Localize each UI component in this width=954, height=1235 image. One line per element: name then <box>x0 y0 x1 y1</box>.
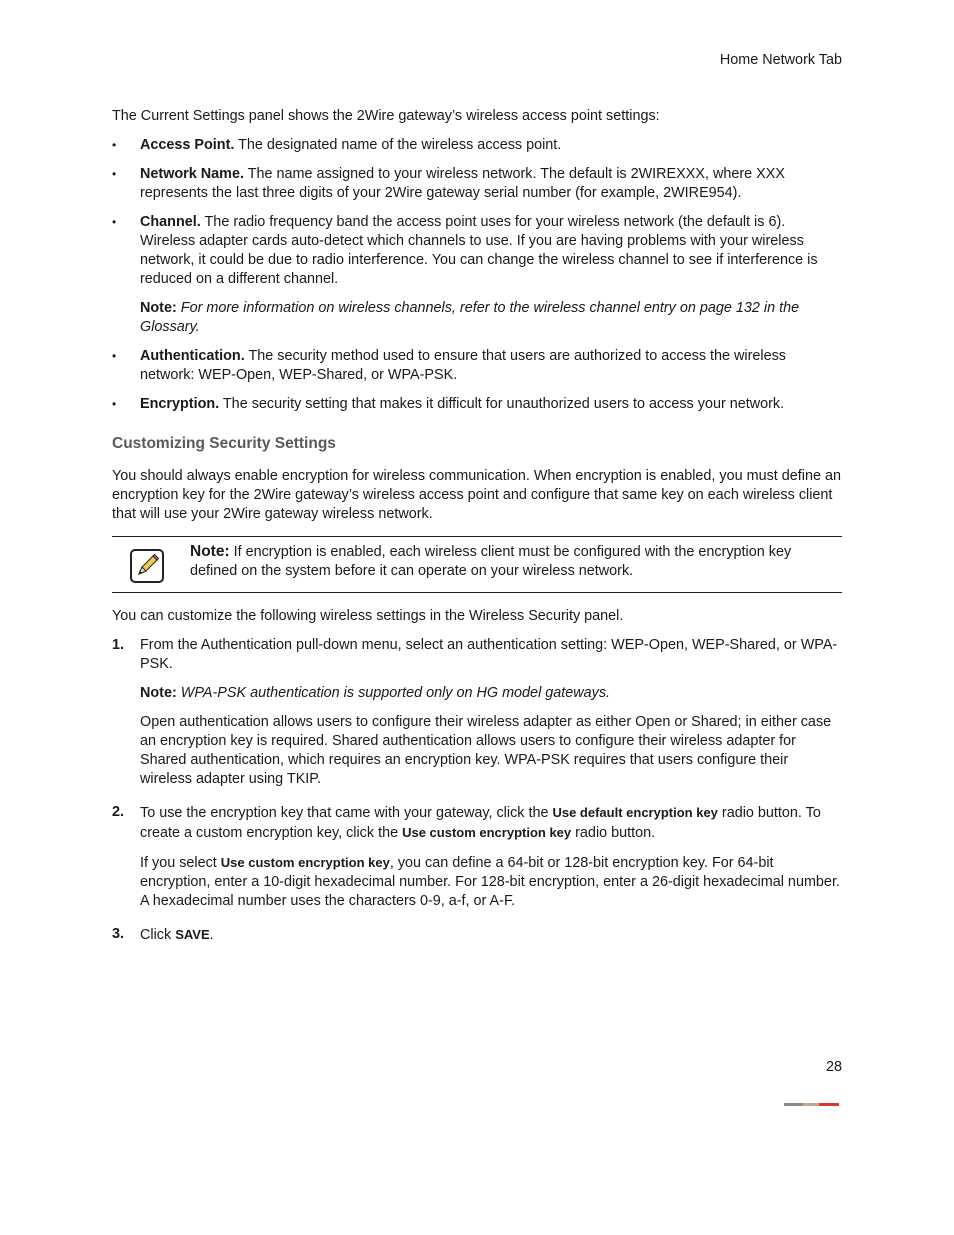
list-item <box>112 165 842 203</box>
bar-segment-tan <box>803 1103 819 1106</box>
ui-term-custom-key: Use custom encryption key <box>220 855 390 870</box>
bullet-marker: • <box>112 397 117 411</box>
text-run: Click <box>140 927 176 943</box>
step-item <box>112 803 842 911</box>
settings-list <box>112 136 842 414</box>
bar-segment-gray <box>784 1103 803 1106</box>
note-text: For more information on wireless channels, refer to the wireless channel entry on page 132 in the Glossary. <box>140 300 800 335</box>
bullet-marker: • <box>112 215 117 229</box>
definition: The name assigned to your wireless network. The default is 2WIREXXX, where XXX represents the last three digits of your 2Wire gateway serial number (for example, 2WIRE954). <box>140 166 785 201</box>
ui-term-default-key: Use default encryption key <box>552 805 718 820</box>
note-label: Note: <box>140 685 177 701</box>
text-run: radio button. <box>571 825 656 841</box>
step-text <box>140 803 842 843</box>
note-text: If encryption is enabled, each wireless client must be configured with the encryption key defined on the system before it can operate on your wireless network. <box>190 544 792 579</box>
note-label: Note: <box>140 300 177 316</box>
bullet-marker: • <box>112 138 117 152</box>
list-item <box>112 347 842 385</box>
encryption-paragraph: You should always enable encryption for wireless communication. When encryption is enabled, you must define an encryption key for the 2Wire gateway’s wireless access point and configure that same key on each wireless client that will use your 2Wire gateway wireless network. <box>112 468 842 522</box>
bar-segment-red <box>819 1103 839 1106</box>
note-box-text <box>190 542 842 581</box>
running-header: Home Network Tab <box>719 52 842 68</box>
text-run: radio button. To create a custom encryption key, click the <box>140 805 821 841</box>
term: Network Name. <box>140 166 244 182</box>
definition: The security setting that makes it difficult for unauthorized users to access your network. <box>219 396 785 412</box>
footer-color-bar <box>784 1103 839 1106</box>
step-note <box>140 684 842 703</box>
customize-intro: You can customize the following wireless settings in the Wireless Security panel. <box>112 608 624 624</box>
definition: The radio frequency band the access point uses for your wireless network (the default is 6). Wireless adapter cards auto-detect which channels to use. If you are having problems with your wireless network, it could be due to radio interference. You can change the wireless channel to see if interference is reduced on a different channel. <box>140 214 818 287</box>
definition: The designated name of the wireless access point. <box>234 137 562 153</box>
step-number: 3. <box>112 926 125 942</box>
step-number: 1. <box>112 637 125 653</box>
bullet-marker: • <box>112 349 117 363</box>
step-item <box>112 636 842 789</box>
bullet-marker: • <box>112 167 117 181</box>
term: Authentication. <box>140 348 245 364</box>
step-item <box>112 925 842 945</box>
pencil-note-icon <box>130 549 164 583</box>
note-label: Note: <box>190 543 230 560</box>
term: Access Point. <box>140 137 235 153</box>
list-item <box>112 136 842 155</box>
text-run: To use the encryption key that came with your gateway, click the <box>140 805 553 821</box>
text-run: . <box>209 927 214 943</box>
intro-paragraph: The Current Settings panel shows the 2Wire gateway’s wireless access point settings: <box>112 108 660 124</box>
step-text <box>140 925 842 945</box>
term: Channel. <box>140 214 201 230</box>
steps-list <box>112 636 842 945</box>
list-item <box>112 395 842 414</box>
page-number: 28 <box>825 1059 842 1075</box>
step-number: 2. <box>112 804 125 820</box>
text-run: , you can define a 64-bit or 128-bit encryption key. For 64-bit encryption, enter a 10-digit hexadecimal number. For 128-bit encryption, enter a 26-digit hexadecimal number. A hexadecimal number uses the characters 0-9, a-f, or A-F. <box>140 855 840 909</box>
list-item <box>112 213 842 337</box>
step-detail <box>140 853 842 911</box>
section-heading: Customizing Security Settings <box>112 435 336 452</box>
note-text: WPA-PSK authentication is supported only on HG model gateways. <box>176 685 611 701</box>
step-detail: Open authentication allows users to configure their wireless adapter as either Open or Shared; in either case an encryption key is required. Shared authentication allows users to configure their wireless adapter for Shared authentication, which requires an encryption key. WPA-PSK requires that users configure their wireless adapter using TKIP. <box>140 714 832 787</box>
ui-term-save: SAVE <box>175 927 210 942</box>
term: Encryption. <box>140 396 220 412</box>
step-text: From the Authentication pull-down menu, select an authentication setting: WEP-Open, WEP-Shared, or WPA-PSK. <box>140 637 838 672</box>
note-box <box>112 536 842 593</box>
ui-term-custom-key: Use custom encryption key <box>402 825 572 840</box>
text-run: If you select <box>140 855 221 871</box>
definition: The security method used to ensure that users are authorized to access the wireless network: WEP-Open, WEP-Shared, or WPA-PSK. <box>140 348 786 383</box>
channel-note <box>140 299 842 337</box>
page-body <box>112 107 842 959</box>
